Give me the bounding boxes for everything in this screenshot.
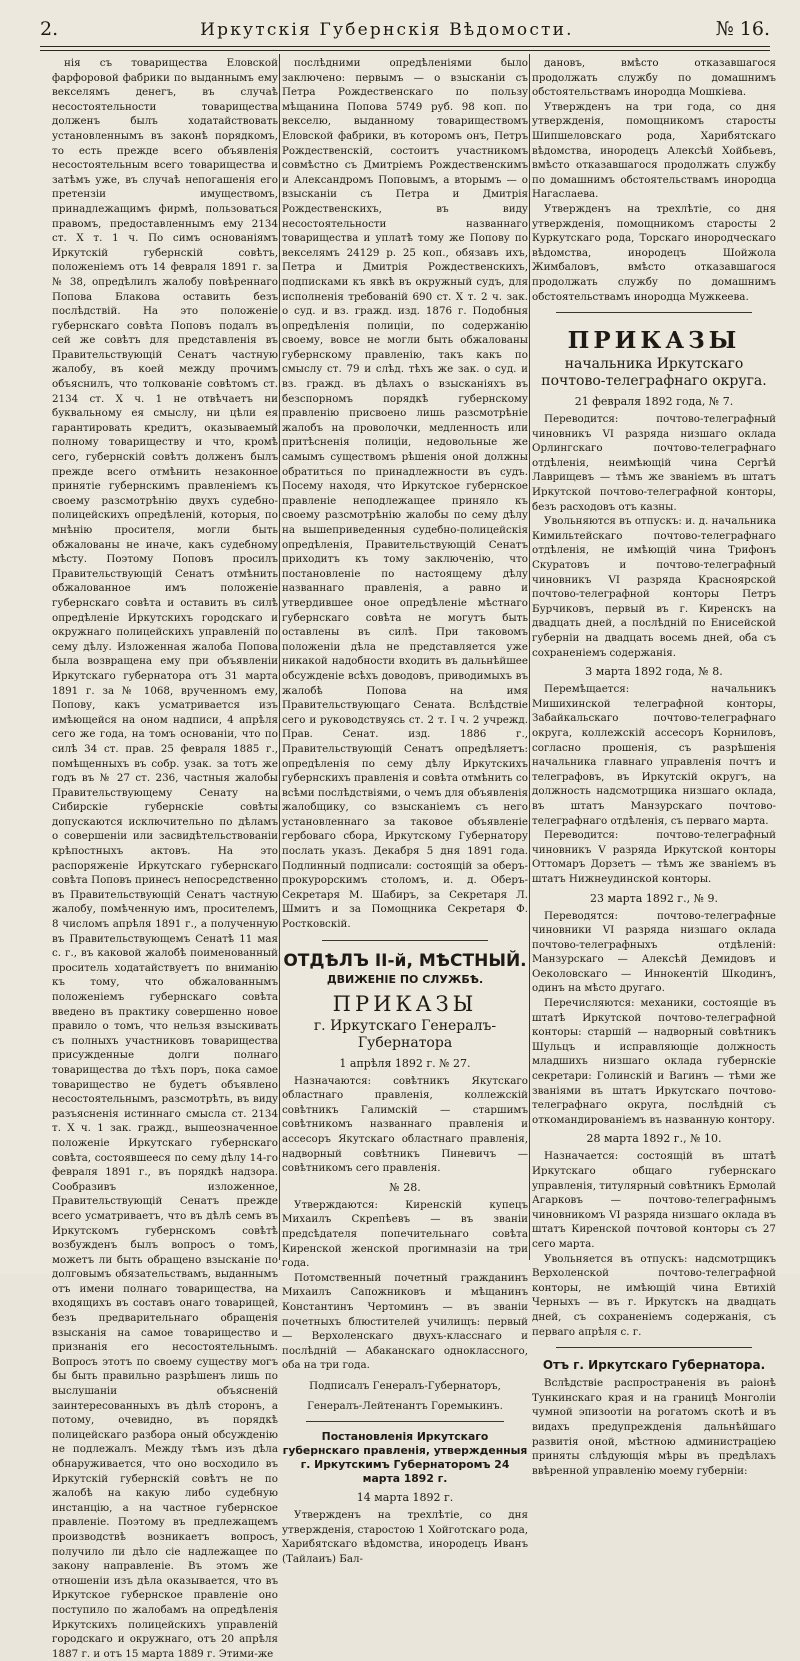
order-date: 23 марта 1892 г., № 9. bbox=[590, 891, 718, 905]
order-date: 1 апрѣля 1892 г. № 27. bbox=[339, 1056, 471, 1070]
governor-heading: Отъ г. Иркутскаго Губернатора. bbox=[542, 1358, 766, 1373]
order-paragraph: Назначаются: совѣтникъ Якутскаго областнаго правленія, коллежскій совѣтникъ Галимскій — старшимъ совѣтникомъ названнаго правленія и ассесоръ Якутскаго областнаго правленія, надворный совѣтникъ Пиневичъ — совѣтникомъ сего правленія. bbox=[282, 1074, 528, 1175]
resolutions-heading: Постановленія Иркутскаго губернскаго правленія, утвержденныя г. Иркутскимъ Губернаторомъ 24 марта 1892 г. bbox=[282, 1429, 528, 1485]
order-number: № 28. bbox=[389, 1180, 421, 1194]
signature-name: Генералъ-Лейтенантъ Горемыкинъ. bbox=[307, 1399, 503, 1412]
orders-subheading: г. Иркутскаго Генералъ-Губернатора bbox=[313, 1017, 497, 1051]
order-date: 28 марта 1892 г., № 10. bbox=[586, 1132, 722, 1146]
order-paragraph: Увольняются въ отпускъ: и. д. начальника Кимильтейскаго почтово-телеграфнаго отдѣленія, не имѣющій чина Трифонъ Скуратовъ и почтово-телеграфный чиновникъ VI разряда Красноярской почтово-телеграфной конторы Петръ Бурчиковъ, первый въ г. Киренскъ на двадцать дней, а послѣдній по Енисейской губерніи на двадцать восемь дней, оба съ сохраненіемъ содержанія. bbox=[532, 515, 776, 659]
senate-decision-text: нія съ товарищества Еловской фарфоровой фабрики по выданнымъ ему векселямъ денегъ, въ случаѣ несостоятельности товарищества долженъ былъ ходатайствовать установленнымъ въ законѣ порядкомъ, то есть прежде всего объявленія несостоятельным всего товарищества и затѣмъ уже, въ случаѣ непогашенія его претензіи имуществомъ, принадлежащимъ фирмѣ, пользоваться правомъ, предоставленнымъ ему 2134 ст. Х т. 1 ч. По симъ основаніямъ Иркутскій губернскій совѣтъ, положеніемъ отъ 14 февраля 1891 г. за № 38, опредѣлилъ жалобу повѣреннаго Попова Блакова оставить безъ послѣдствій. На это положеніе губернскаго совѣта Поповъ подалъ въ сей же совѣтъ для представленія въ Правительствующій Сенатъ частную жалобу, въ коей между прочимъ объяснилъ, что толкованіе совѣтомъ ст. 2134 ст. Х ч. 1 не отвѣчаетъ ни буквальному ея смыслу, ни цѣли ея гарантировать кредитъ, оказываемый полному товариществу и что, кромѣ сего, губернскій совѣтъ долженъ былъ прежде всего отмѣнить незаконное принятіе губернскимъ правленіемъ къ своему разсмотрѣнію двухъ судебно-полицейскихъ опредѣленій, которыя, по мнѣнію просителя, могли быть обжалованы не иначе, какъ судебному мѣсту. Поэтому Поповъ просилъ Правительствующій Сенатъ отмѣнить обжалованное имъ положеніе губернскаго совѣта и оставить въ силѣ опредѣленіе Иркутскихъ городскаго и окружнаго полицейскихъ управленій по сему дѣлу. Изложенная жалоба Попова была возвращена ему при объявленіи Иркутскаго губернатора отъ 31 марта 1891 г. за № 1068, врученномъ ему, Попову, какъ усматривается изъ имѣющейся на оном надписи, 4 апрѣля сего же года, на томъ основаніи, что по силѣ 34 ст. прав. 25 февраля 1885 г., помѣщенныхъ въ собр. узак. за тотъ же годъ въ № 27 ст. 236, частныя жалобы Правительствующему Сенату на Сибирскіе губернскіе совѣты допускаются исключительно по дѣламъ о совершеніи или засвидѣтельствованіи крѣпостныхъ актовъ. На это распоряженіе Иркутскаго губернскаго совѣта Поповъ принесъ непосредственно въ Правительствующій Сенатъ частную жалобу, помѣченную имъ, просителемъ, 8 числомъ апрѣля 1891 г., а полученную въ Правительствующемъ Сенатѣ 11 мая с. г., въ каковой жалобѣ поименованный проситель ходатайствуетъ по вниманію къ тому, что обжалованнымъ положеніемъ губернскаго совѣта введено въ практику совершенно новое правило о томъ, что нельзя взыскивать съ полныхъ участниковъ товарищества присужденные долги полнаго товарищества до тѣхъ поръ, пока самое товарищество не будетъ объявлено несостоятельнымъ, разсмотрѣть, въ виду разъясненія истиннаго смысла ст. 2134 т. Х ч. 1 зак. гражд., вышеозначенное положеніе Иркутскаго губернскаго совѣта, состоявшееся по сему дѣлу 14-го февраля 1891 г., въ порядкѣ надзора. Сообразивъ изложенное, Правительствующій Сенатъ прежде всего усматриваетъ, что въ дѣлѣ семъ въ Иркутскомъ губернскомъ совѣтѣ возбужденъ былъ вопросъ о томъ, можетъ ли быть обращено взысканіе по долговымъ обязательствамъ, выданнымъ отъ имени полнаго товарищества, на входящихъ въ составъ онаго товарищей, безъ предварительнаго обращенія взысканія на самое товарищество и признанія его несостоятельнымъ. Вопросъ этотъ по своему существу могъ бы быть правильно разрѣшенъ лишь по выслушаніи объясненій заинтересованныхъ въ дѣлѣ сторонъ, а потому, очевидно, въ порядкѣ полицейскаго разбора оный обсужденію не подлежалъ. Между тѣмъ изъ дѣла обнаруживается, что оно восходило въ Иркутскій губернскій совѣтъ не по жалобѣ на какую либо судебную инстанцію, а на частное губернское правленіе. Поэтому въ предлежащемъ производствѣ возникаетъ вопросъ, получило ли дѣло сіе надлежащее по закону направленіе. Въ этомъ же отношеніи изъ дѣла оказывается, что въ Иркутское губернское правленіе оно поступило по жалобамъ на опредѣленія Иркутскихъ полицейскихъ управленій городскаго и окружнаго, отъ 20 апрѣля 1887 г. и отъ 15 марта 1889 г. Этими-же bbox=[52, 57, 278, 1660]
orders-subheading: начальника Иркутскаго почтово-телеграфнаго округа. bbox=[541, 356, 767, 390]
page-header bbox=[40, 18, 770, 46]
divider bbox=[306, 1421, 504, 1422]
resolution-paragraph: дановъ, вмѣсто отказавшагося продолжать службу по домашнимъ обстоятельствамъ инородца Мошкіева. bbox=[532, 57, 776, 99]
order-paragraph: Перечисляются: механики, состоящіе въ штатѣ Иркутской почтово-телеграфной конторы: старшій — надворный совѣтникъ Шульцъ и исправляющіе должность младшихъ низшаго оклада губернскіе секретари: Голинскій и Вагинъ — тѣми же званіями въ штатъ Иркутскаго почтово-телеграфнаго округа, послѣдній съ откомандированіемъ въ названную контору. bbox=[532, 997, 776, 1126]
order-paragraph: Переводится: почтово-телеграфный чиновникъ VI разряда низшаго оклада Орлингскаго почтово-телеграфнаго отдѣленія, неимѣющій чина Сергѣй Лаврищевъ — тѣмъ же званіемъ въ штатъ Иркутской почтово-телеграфной конторы, безъ расходовъ отъ казны. bbox=[532, 413, 776, 513]
divider bbox=[556, 312, 752, 313]
issue-number: № 16. bbox=[715, 18, 770, 40]
column-1 bbox=[52, 56, 278, 1660]
order-paragraph: Увольняется въ отпускъ: надсмотрщикъ Верхоленской почтово-телеграфной конторы, не имѣющій чина Евтихій Черныхъ — въ г. Иркутскъ на двадцать дней, съ сохраненіемъ содержанія, съ перваго апрѣля с. г. bbox=[532, 1252, 776, 1338]
column-3 bbox=[532, 56, 776, 1477]
order-date: 3 марта 1892 года, № 8. bbox=[585, 665, 723, 679]
order-paragraph: Назначается: состоящій въ штатѣ Иркутскаго общаго губернскаго управленія, титулярный совѣтникъ Ермолай Агарковъ — почтово-телеграфнымъ чиновникомъ VI разряда низшаго оклада въ штатъ Киренской почтовой конторы съ 27 сего марта. bbox=[532, 1150, 776, 1250]
order-date: 21 февраля 1892 года, № 7. bbox=[574, 395, 734, 409]
governor-paragraph: Вслѣдствіе распространенія въ раіонѣ Тункинскаго края и на границѣ Монголіи чумной эпизоотіи на рогатомъ скотѣ и въ видахъ предупрежденія дальнѣйшаго развитія оной, мѣстною администраціею приняты слѣдующія мѣры въ предѣлахъ ввѣренной управленію моему губерніи: bbox=[532, 1377, 776, 1477]
section-subtitle: ДВИЖЕНІЕ ПО СЛУЖБѢ. bbox=[326, 972, 484, 986]
order-paragraph: Перемѣщается: начальникъ Мишихинской телеграфной конторы, Забайкальскаго почтово-телеграфнаго округа, коллежскій ассесоръ Корниловъ, согласно прошенія, съ разрѣшенія начальника главнаго управленія почтъ и телеграфовъ, въ Иркутскій округъ, на должность надсмотрщика низшаго оклада, въ штатъ Манзурскаго почтово-телеграфнаго отдѣленія, съ перваго марта. bbox=[532, 683, 776, 827]
senate-decision-continued: послѣдними опредѣленіями было заключено: первымъ — о взысканіи съ Петра Рождественскаго по пользу мѣщанина Попова 5749 руб. 98 коп. по векселю, выданному товариществомъ Еловской фабрики, въ которомъ онъ, Петръ Рождественскій, состоитъ участникомъ совмѣстно съ Дмитріемъ Рождественскимъ и Александромъ Поповымъ, а вторымъ — о взысканіи съ Петра и Дмитрія Рождественскихъ, въ виду несостоятельности названнаго товарищества и уплатѣ тому же Попову по векселямъ 24129 р. 25 коп., обязавъ ихъ, Петра и Дмитрія Рождественскихъ, подписками къ явкѣ въ окружный судъ, для исполненія требованій 690 ст. Х т. 2 ч. зак. о суд. и вз. гражд. изд. 1876 г. Подобныя опредѣленія полиціи, по содержанію своему, вовсе не могли быть обжалованы губернскому правленію, такъ какъ по смыслу ст. 79 и слѣд. тѣхъ же зак. о суд. и вз. гражд. въ дѣлахъ о взысканіяхъ въ безспорномъ порядкѣ губернскому правленію присвоено лишь разсмотрѣніе жалобъ на проволочки, медленность или притѣсненія полиціи, недовольные же самымъ существомъ рѣшенія оной должны обратиться по принадлежности въ судъ. Посему находя, что Иркутское губернское правленіе неподлежащее приняло къ своему разсмотрѣнію жалобы по сему дѣлу на вышеприведенныя судебно-полицейскія опредѣленія, Правительствующій Сенатъ приходитъ къ тому заключенію, что постановленіе по настоящему дѣлу названнаго правленія, а равно и утвердившее оное опредѣленіе мѣстнаго губернскаго совѣта не могутъ быть оставлены въ силѣ. При таковомъ положеніи дѣла не представляется уже никакой надобности входить въ дальнѣйшее обсужденіе всѣхъ доводовъ, приводимыхъ въ жалобѣ Попова на имя Правительствующаго Сената. Вслѣдствіе сего и руководствуясь ст. 2 т. I ч. 2 учрежд. Прав. Сенат. изд. 1886 г., Правительствующій Сенатъ опредѣляетъ: опредѣленія по сему дѣлу Иркутскихъ губернскихъ правленія и совѣта отмѣнить со всѣми послѣдствіями, о чемъ для объявленія жалобщику, со взысканіемъ съ него установленнаго за таковое объявленіе гербоваго сбора, Иркутскому Губернатору послать указъ. Декабря 5 дня 1891 года. Подлинный подписали: состоящій за оберъ-прокурорскимъ столомъ, и. д. Оберъ-Секретаря М. Шабиръ, за Секретаря Л. Шмитъ и за Помощника Секретаря Ф. Ростковскій. bbox=[282, 57, 528, 931]
newspaper-title: Иркутскія Губернскія Вѣдомости. bbox=[200, 20, 574, 40]
orders-heading: ПРИКАЗЫ bbox=[567, 327, 741, 355]
column-2 bbox=[282, 56, 528, 1565]
header-rule-thin bbox=[40, 50, 770, 51]
page-number: 2. bbox=[40, 18, 59, 40]
divider bbox=[556, 1347, 752, 1348]
order-paragraph: Переводится: почтово-телеграфный чиновникъ V разряда Иркутской конторы Оттомаръ Дорзетъ — тѣмъ же званіемъ въ штатъ Нижнеудинской конторы. bbox=[532, 829, 776, 885]
column-divider bbox=[529, 54, 530, 1260]
column-divider bbox=[279, 54, 280, 1260]
resolution-paragraph: Утвержденъ на трехлѣтіе, со дня утвержденія, помощникомъ старосты 2 Куркутскаго рода, Торскаго инородческаго вѣдомства, инородецъ Шойжола Жимбаловъ, вмѣсто отказавшагося продолжать службу по домашнимъ обстоятельствамъ инородца Мужкеева. bbox=[532, 202, 776, 303]
order-paragraph: Утверждаются: Киренскій купецъ Михаилъ Скрепѣевъ — въ званіи предсѣдателя попечительнаго совѣта Киренской женской прогимназіи на три года. bbox=[282, 1198, 528, 1270]
section-title: ОТДѢЛЪ II-й, МѢСТНЫЙ. bbox=[283, 950, 527, 971]
order-paragraph: Переводятся: почтово-телеграфные чиновники VI разряда низшаго оклада почтово-телеграфныхъ отдѣленій: Манзурскаго — Алексѣй Демидовъ и Оеколовскаго — Иннокентій Шкодинъ, одинъ на мѣсто другаго. bbox=[532, 909, 776, 995]
order-paragraph: Потомственный почетный гражданинъ Михаилъ Сапожниковъ и мѣщанинъ Константинъ Чертоминъ — въ званіи почетныхъ блюстителей училищъ: первый — Верхоленскаго двухъ-класснаго и послѣдній — Абаканскаго одноклассного, оба на три года. bbox=[282, 1271, 528, 1372]
section-divider bbox=[322, 940, 488, 941]
signature-line: Подписалъ Генералъ-Губернаторъ, bbox=[309, 1379, 501, 1392]
resolution-paragraph: Утвержденъ на три года, со дня утвержденія, помощникомъ старосты Шипшеловскаго рода, Харибятскаго вѣдомства, инородецъ Алексѣй Хойбьевъ, вмѣсто отказавшагося продолжать службу по домашнимъ обстоятельствамъ инородца Нагаслаева. bbox=[532, 100, 776, 201]
orders-heading: ПРИКАЗЫ bbox=[332, 991, 478, 1016]
header-rule bbox=[40, 46, 770, 47]
resolution-paragraph: Утвержденъ на трехлѣтіе, со дня утвержденія, старостою 1 Хойготскаго рода, Харибятскаго вѣдомства, инородецъ Иванъ (Тайлаиъ) Бал- bbox=[282, 1508, 528, 1565]
resolution-date: 14 марта 1892 г. bbox=[356, 1490, 454, 1504]
